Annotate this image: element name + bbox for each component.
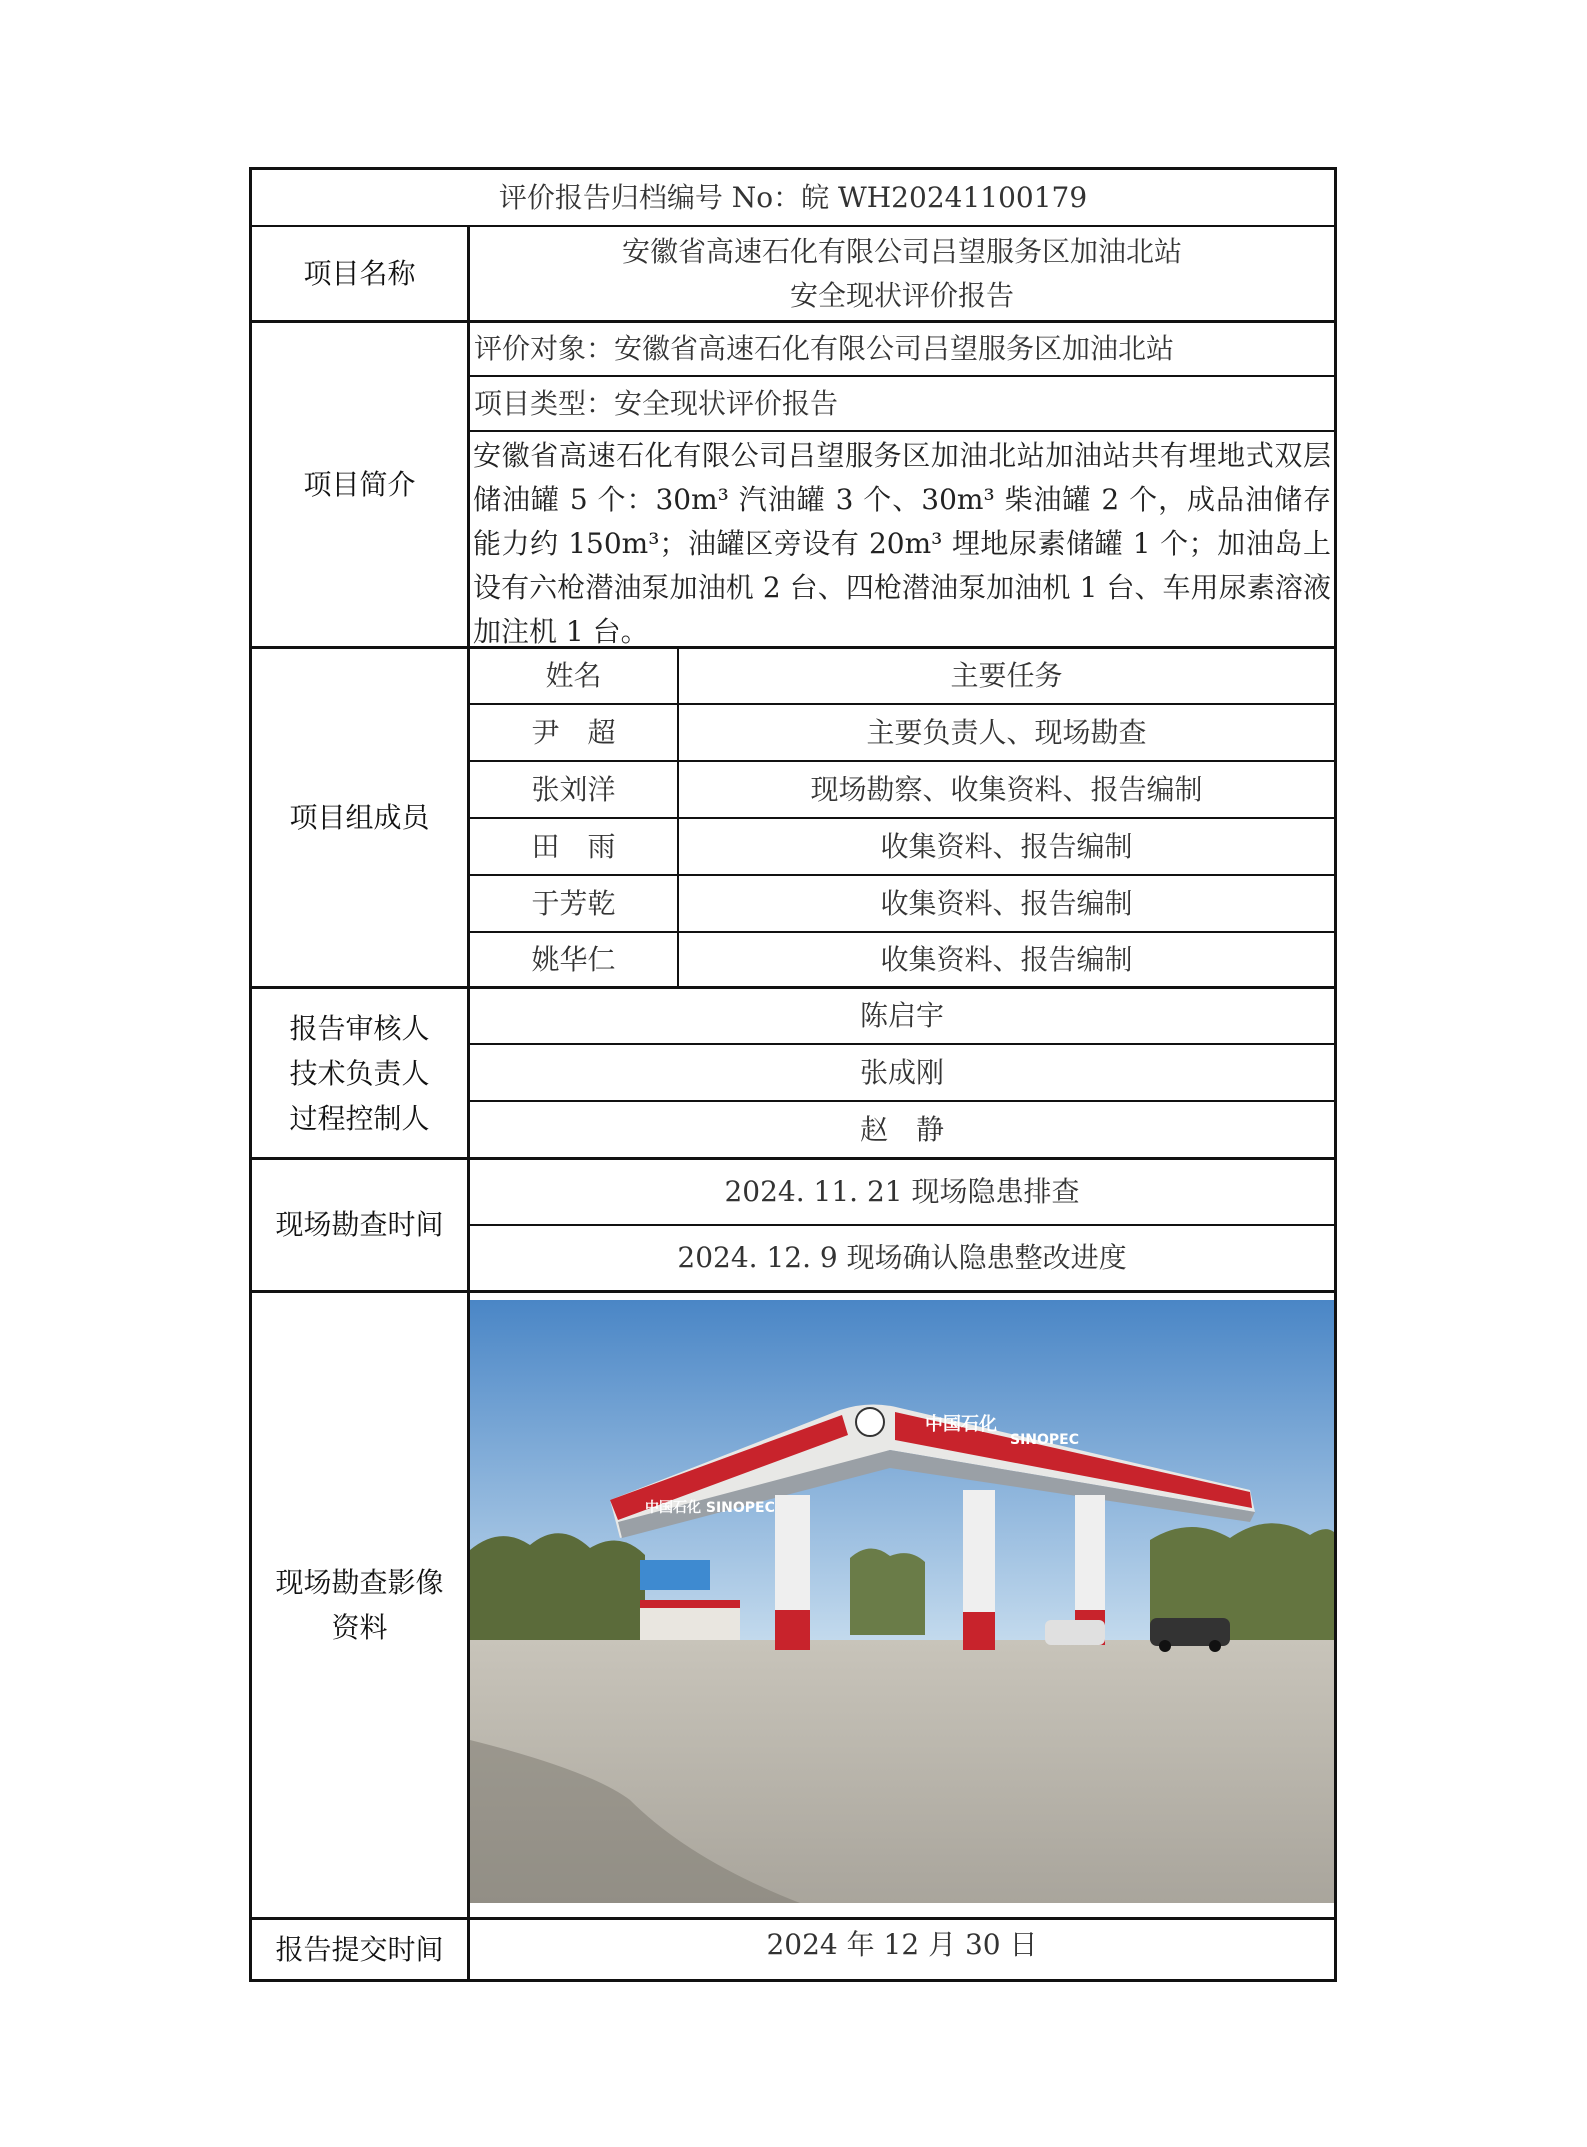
survey-photo-label-line1: 现场勘查影像 (275, 1566, 444, 1599)
canopy-sign-cn: 中国石化 (925, 1414, 997, 1435)
project-intro-label: 项目简介 (303, 467, 416, 501)
reviewer-labels (252, 989, 467, 1157)
evaluation-object: 评价对象：安徽省高速石化有限公司吕望服务区加油北站 (474, 332, 1175, 366)
member-task: 收集资料、报告编制 (880, 829, 1133, 863)
members-header-name: 姓名 (545, 659, 602, 693)
survey-time-label: 现场勘查时间 (275, 1208, 444, 1242)
project-name-value (470, 227, 1334, 320)
member-task: 收集资料、报告编制 (880, 886, 1133, 920)
submit-time-label: 报告提交时间 (275, 1932, 444, 1966)
technical-lead: 张成刚 (859, 1055, 944, 1089)
gas-station-photo (470, 1300, 1334, 1903)
survey-photo-label (252, 1293, 467, 1917)
archive-number: 评价报告归档编号 No：皖 WH20241100179 (498, 180, 1088, 214)
project-description: 安徽省高速石化有限公司吕望服务区加油北站加油站共有埋地式双层储油罐 5 个：30m³ 汽油罐 3 个、30m³ 柴油罐 2 个，成品油储存能力约 150m³；油罐区旁设有 20m³ 埋地尿素储罐 1 个；加油岛上设有六枪潜油泵加油机 2 台、四枪潜油泵加油机 1 台、车用尿素溶液加注机 1 台。 (473, 439, 1331, 648)
member-task: 主要负责人、现场勘查 (866, 715, 1147, 749)
member-task: 收集资料、报告编制 (880, 942, 1133, 976)
canopy-sign-en: SINOPEC (1010, 1432, 1080, 1448)
project-type: 项目类型：安全现状评价报告 (474, 386, 839, 420)
survey-photo-label-line2: 资料 (331, 1611, 388, 1644)
project-name-label: 项目名称 (303, 256, 416, 290)
report-reviewer: 陈启宇 (859, 999, 944, 1033)
member-name: 尹 超 (531, 715, 616, 749)
members-header-task: 主要任务 (950, 659, 1063, 693)
process-controller-label: 过程控制人 (289, 1101, 430, 1135)
report-reviewer-label: 报告审核人 (289, 1011, 430, 1045)
member-name: 田 雨 (531, 829, 616, 863)
survey-time-1: 2024. 11. 21 现场隐患排查 (724, 1175, 1080, 1209)
members-label: 项目组成员 (289, 800, 430, 834)
member-task: 现场勘察、收集资料、报告编制 (810, 772, 1203, 806)
member-name: 张刘洋 (531, 772, 616, 806)
submit-date: 2024 年 12 月 30 日 (766, 1928, 1038, 1962)
rule (470, 430, 1337, 432)
project-name-line1: 安徽省高速石化有限公司吕望服务区加油北站 (621, 234, 1182, 268)
technical-lead-label: 技术负责人 (289, 1056, 430, 1090)
svg-text:中国石化 SINOPEC: 中国石化 SINOPEC (645, 1500, 775, 1516)
survey-time-2: 2024. 12. 9 现场确认隐患整改进度 (677, 1241, 1127, 1275)
member-name: 姚华仁 (531, 942, 616, 976)
member-name: 于芳乾 (531, 886, 616, 920)
process-controller: 赵 静 (859, 1112, 944, 1146)
project-name-line2: 安全现状评价报告 (789, 278, 1014, 312)
